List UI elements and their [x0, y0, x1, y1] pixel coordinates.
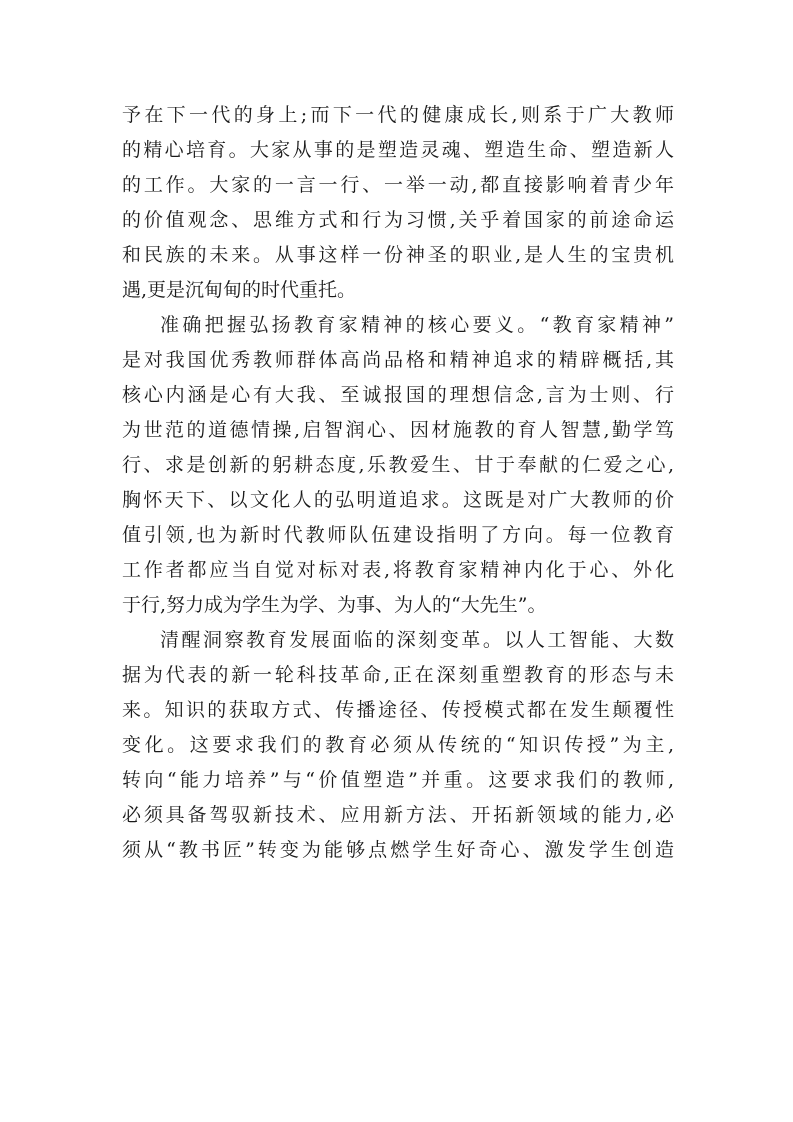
text-line: 行、求是创新的躬耕态度,乐教爱生、甘于奉献的仁爱之心,	[122, 454, 674, 476]
text-line: 是对我国优秀教师群体高尚品格和精神追求的精辟概括,其	[122, 349, 674, 371]
text-line: 必须具备驾驭新技术、应用新方法、开拓新领域的能力,必	[122, 804, 674, 826]
text-line: 值引领,也为新时代教师队伍建设指明了方向。每一位教育	[122, 524, 674, 546]
text-line: 为世范的道德情操,启智润心、因材施教的育人智慧,勤学笃	[122, 419, 674, 441]
body-text	[122, 98, 674, 868]
text-line: 转向“能力培养”与“价值塑造”并重。这要求我们的教师,	[122, 769, 674, 791]
text-line: 变化。这要求我们的教育必须从传统的“知识传授”为主,	[122, 734, 674, 756]
text-line: 须从“教书匠”转变为能够点燃学生好奇心、激发学生创造	[122, 839, 674, 861]
text-line: 工作者都应当自觉对标对表,将教育家精神内化于心、外化	[122, 559, 674, 581]
paragraph-heading-line: 准确把握弘扬教育家精神的核心要义。“教育家精神”	[160, 314, 674, 336]
text-line: 据为代表的新一轮科技革命,正在深刻重塑教育的形态与未	[122, 664, 674, 686]
text-line: 予在下一代的身上;而下一代的健康成长,则系于广大教师	[122, 104, 674, 126]
text-line: 来。知识的获取方式、传播途径、传授模式都在发生颠覆性	[122, 699, 674, 721]
text-line: 的精心培育。大家从事的是塑造灵魂、塑造生命、塑造新人	[122, 139, 674, 161]
text-line: 核心内涵是心有大我、至诚报国的理想信念,言为士则、行	[122, 384, 674, 406]
text-line: 遇,更是沉甸甸的时代重托。	[122, 279, 357, 301]
text-line: 于行,努力成为学生为学、为事、为人的“大先生”。	[122, 594, 547, 616]
text-line: 胸怀天下、以文化人的弘明道追求。这既是对广大教师的价	[122, 489, 674, 511]
text-line: 的价值观念、思维方式和行为习惯,关乎着国家的前途命运	[122, 209, 674, 231]
text-line: 的工作。大家的一言一行、一举一动,都直接影响着青少年	[122, 174, 674, 196]
text-line: 和民族的未来。从事这样一份神圣的职业,是人生的宝贵机	[122, 244, 674, 266]
paragraph-heading-line: 清醒洞察教育发展面临的深刻变革。以人工智能、大数	[160, 629, 674, 651]
